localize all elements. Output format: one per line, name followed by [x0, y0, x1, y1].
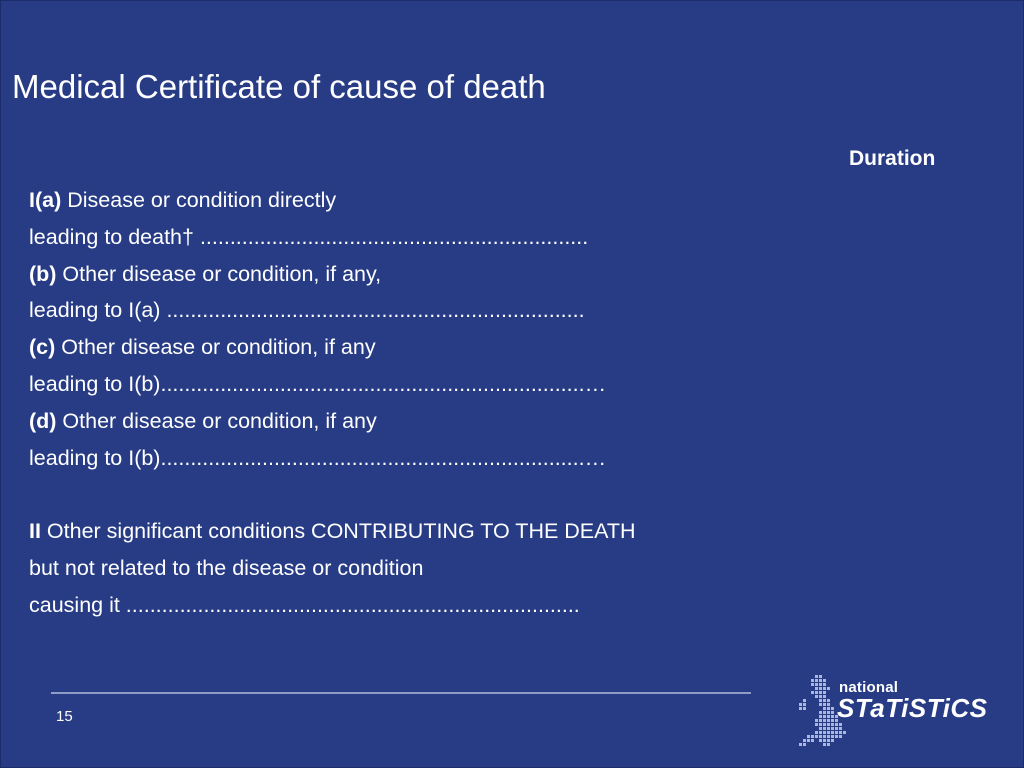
line-text: Other disease or condition, if any, [56, 261, 382, 286]
line-text: leading to I(b).......................................................................… [29, 445, 607, 470]
footer-divider [51, 692, 751, 694]
line-1c [29, 329, 789, 366]
line-prefix: (d) [29, 408, 57, 433]
line-text: but not related to the disease or condition [29, 555, 424, 580]
line-text: leading to death† ................................................................. [29, 224, 589, 249]
line-1a-cont [29, 219, 789, 256]
line-1a [29, 182, 789, 219]
line-prefix: II [29, 519, 41, 544]
line-1d [29, 403, 789, 440]
national-statistics-logo [797, 671, 987, 751]
line-1b-cont [29, 292, 789, 329]
line-1c-cont [29, 366, 789, 403]
logo-text-national: national [839, 679, 899, 696]
line-text: Other disease or condition, if any [56, 408, 377, 433]
line-2-cont-1 [29, 550, 789, 587]
logo-text-statistics: STaTiSTiCS [837, 693, 988, 723]
certificate-lines [29, 182, 789, 624]
line-text: leading to I(a) ...................................................................... [29, 298, 585, 323]
line-prefix: I(a) [29, 188, 62, 212]
line-text: Other significant conditions CONTRIBUTING TO THE DEATH [40, 519, 636, 544]
line-1d-cont [29, 440, 789, 477]
line-2 [29, 513, 789, 550]
line-1b [29, 256, 789, 293]
line-text: causing it ............................................................................ [29, 592, 580, 617]
page-number: 15 [56, 708, 73, 725]
line-prefix: (b) [29, 261, 57, 286]
line-text: Disease or condition directly [61, 188, 337, 212]
line-text: leading to I(b).......................................................................… [29, 371, 607, 396]
line-2-cont-2 [29, 587, 789, 624]
duration-heading: Duration [849, 147, 936, 170]
line-prefix: (c) [29, 335, 56, 360]
spacer [29, 476, 789, 513]
line-text: Other disease or condition, if any [55, 335, 376, 360]
slide-title: Medical Certificate of cause of death [12, 68, 546, 105]
